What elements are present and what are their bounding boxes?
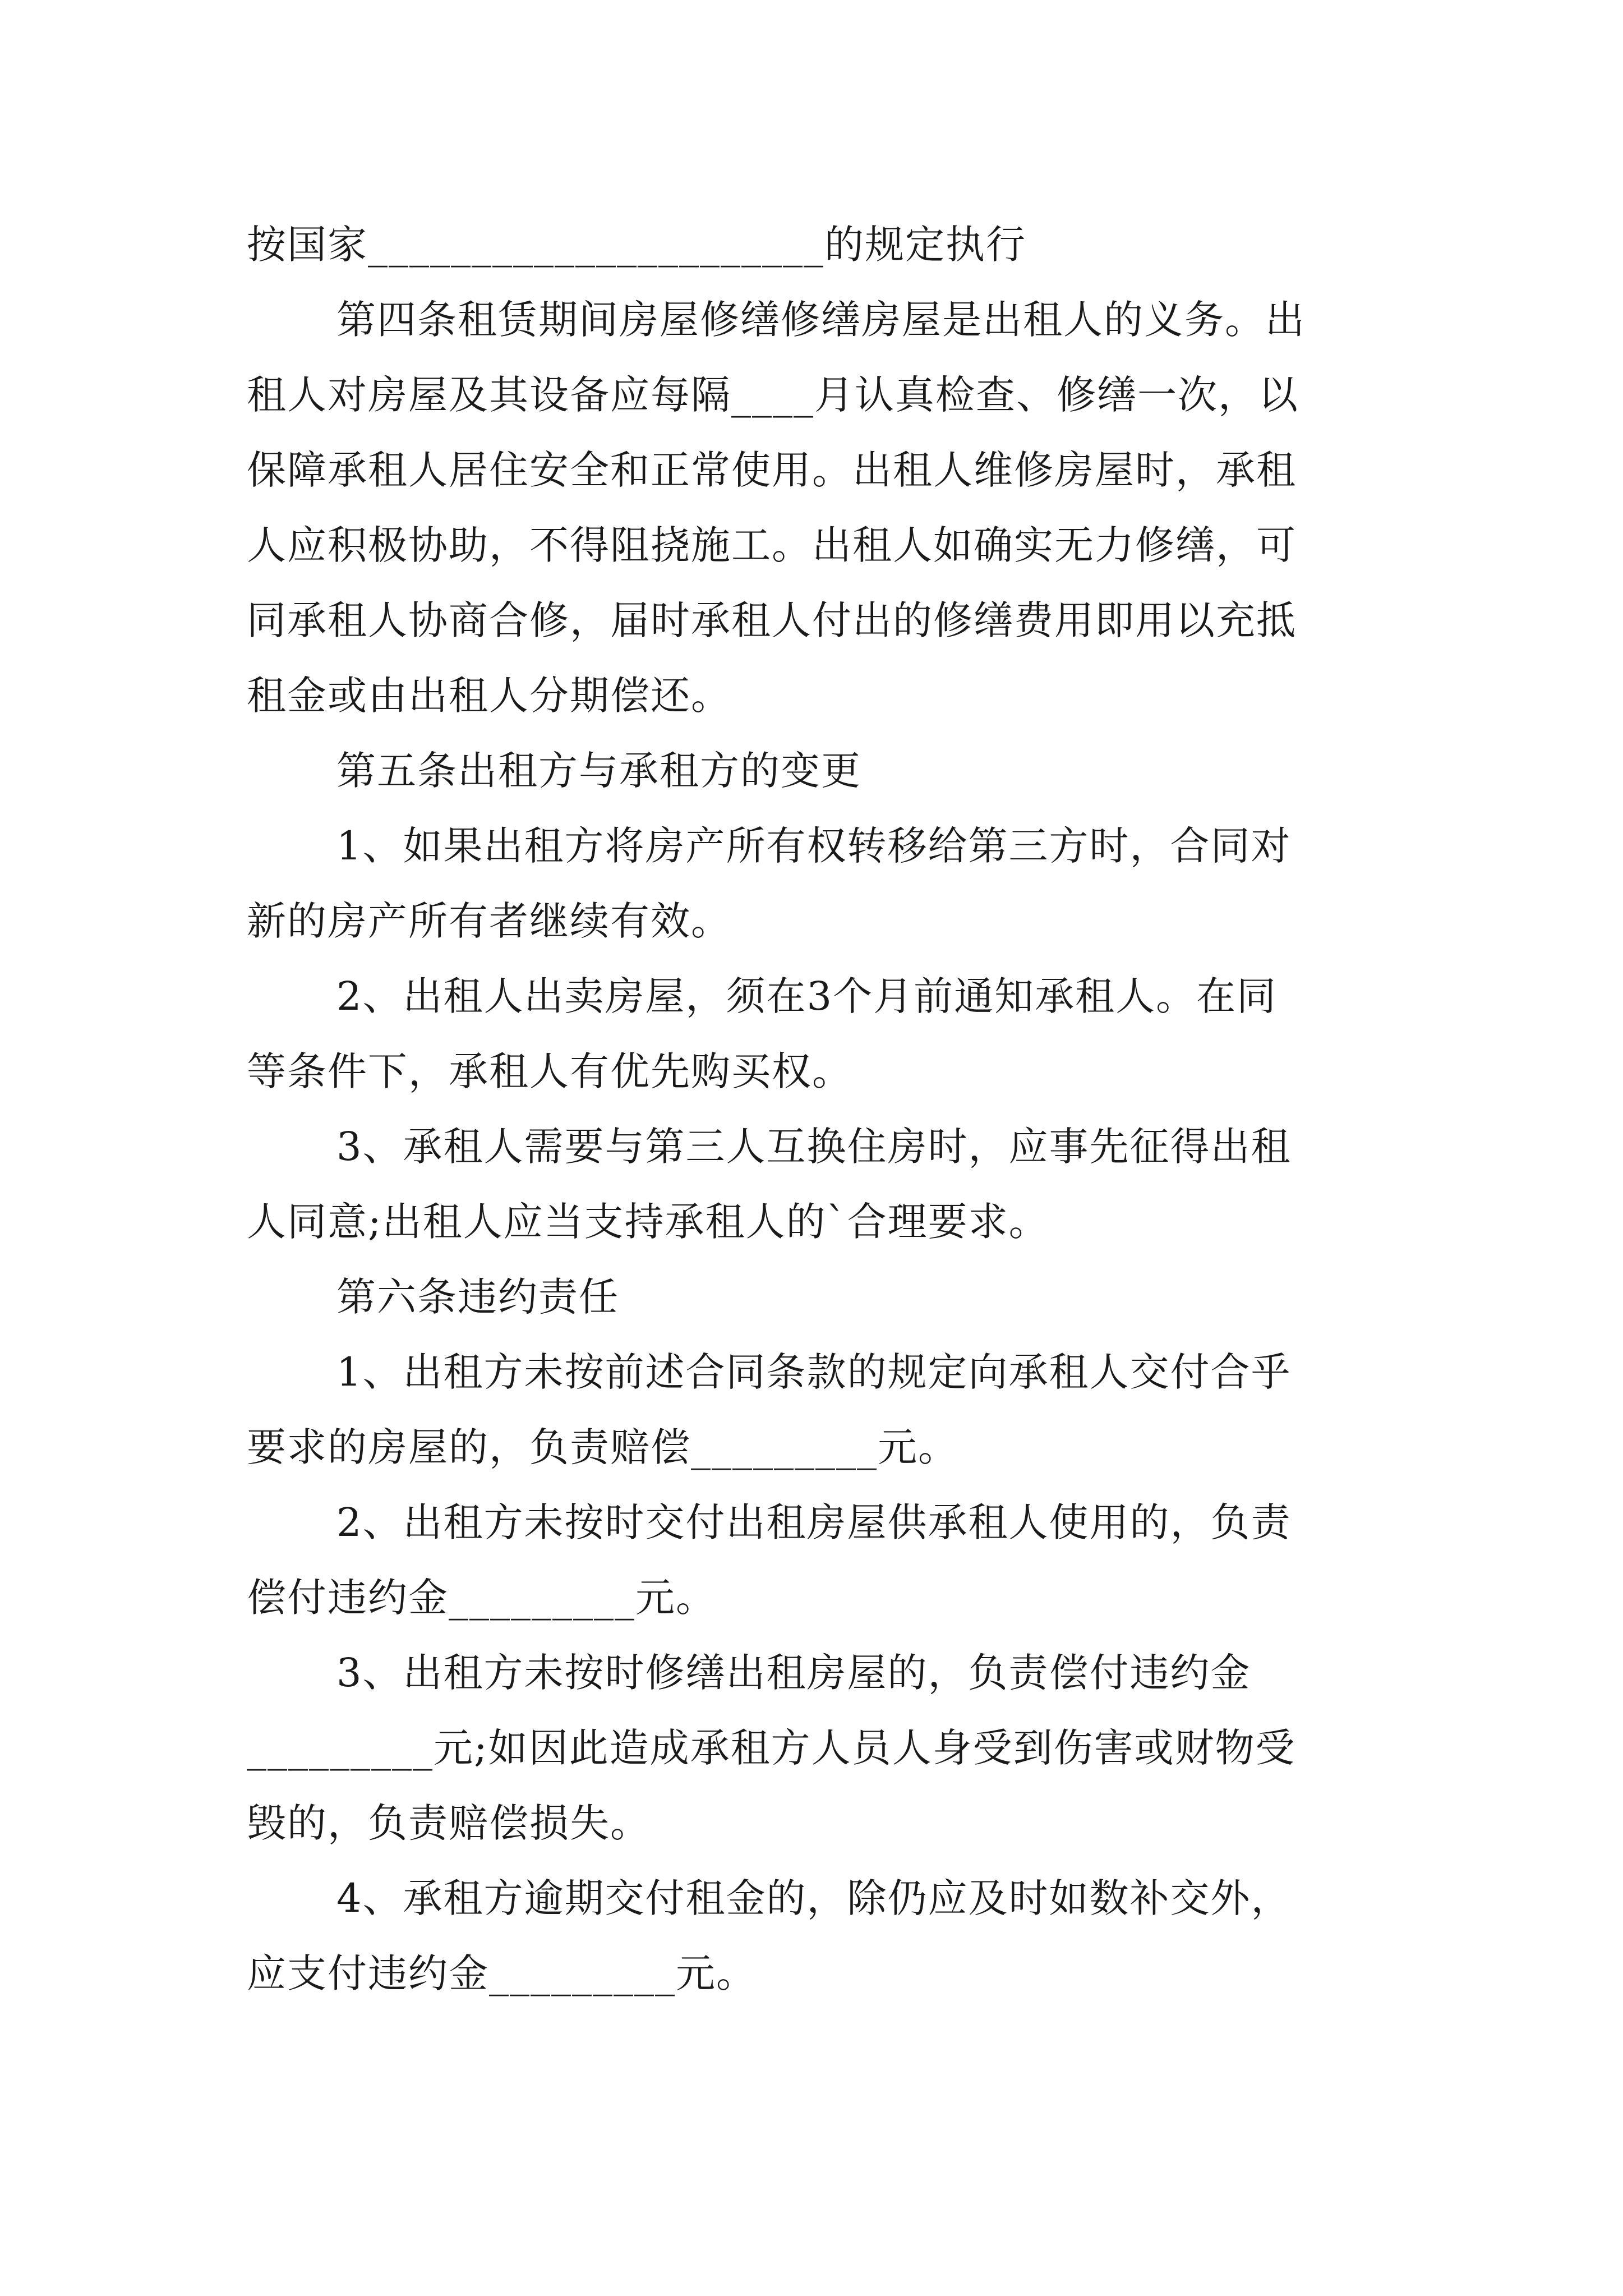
text-line: 偿付违约金_________元。 — [247, 1575, 716, 1621]
text-line: 1、出租方未按前述合同条款的规定向承租人交付合乎 — [336, 1349, 1292, 1395]
text-line: 毁的，负责赔偿损失。 — [247, 1800, 651, 1846]
text-line: 新的房产所有者继续有效。 — [247, 898, 731, 944]
text-line: 4、承租方逾期交付租金的，除仍应及时如数补交外， — [336, 1875, 1292, 1921]
text-line: 2、出租人出卖房屋，须在3个月前通知承租人。在同 — [336, 973, 1278, 1019]
text-line: 3、承租人需要与第三人互换住房时，应事先征得出租 — [336, 1124, 1292, 1170]
text-line: 2、出租方未按时交付出租房屋供承租人使用的，负责 — [336, 1499, 1292, 1545]
text-line: 1、如果出租方将房产所有权转移给第三方时，合同对 — [336, 823, 1292, 869]
text-line: 人同意;出租人应当支持承租人的`合理要求。 — [247, 1199, 1049, 1245]
text-line: 按国家______________________的规定执行 — [247, 222, 1026, 268]
text-line: 租人对房屋及其设备应每隔____月认真检查、修缮一次，以 — [247, 372, 1299, 418]
text-line: 等条件下，承租人有优先购买权。 — [247, 1048, 852, 1094]
text-line: 保障承租人居住安全和正常使用。出租人维修房屋时，承租 — [247, 447, 1297, 493]
text-line: 人应积极协助，不得阻挠施工。出租人如确实无力修缮，可 — [247, 522, 1297, 568]
text-line: 租金或由出租人分期偿还。 — [247, 673, 731, 719]
text-line: 第四条租赁期间房屋修缮修缮房屋是出租人的义务。出 — [336, 297, 1306, 343]
section-heading: 第六条违约责任 — [336, 1274, 619, 1320]
section-heading: 第五条出租方与承租方的变更 — [336, 748, 861, 794]
text-line: 3、出租方未按时修缮出租房屋的，负责偿付违约金 — [336, 1650, 1251, 1696]
text-line: 同承租人协商合修，届时承租人付出的修缮费用即用以充抵 — [247, 597, 1297, 643]
text-line: 要求的房屋的，负责赔偿_________元。 — [247, 1424, 958, 1470]
text-line: 应支付违约金_________元。 — [247, 1950, 757, 1996]
text-line: _________元;如因此造成承租方人员人身受到伤害或财物受 — [247, 1725, 1296, 1771]
